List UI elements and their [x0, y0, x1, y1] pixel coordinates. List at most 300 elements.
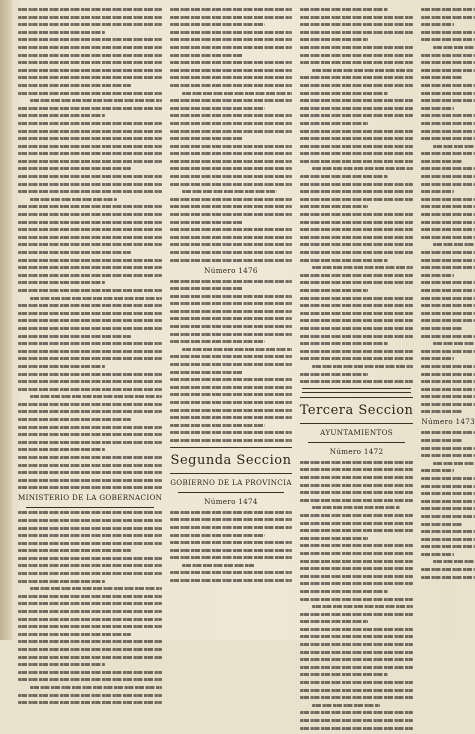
text-line	[300, 319, 414, 322]
text-line	[170, 145, 291, 148]
text-line	[170, 16, 291, 19]
text-line	[170, 302, 291, 305]
text-line	[18, 23, 162, 26]
text-line	[182, 348, 291, 351]
text-line	[421, 335, 475, 338]
text-line	[18, 327, 162, 330]
text-line	[170, 69, 291, 72]
text-line	[433, 342, 475, 345]
text-line	[170, 317, 291, 320]
text-line	[18, 122, 162, 125]
text-line	[421, 183, 475, 186]
text-line	[300, 198, 414, 201]
text-line	[300, 628, 414, 631]
text-line	[300, 719, 414, 722]
text-line	[421, 69, 475, 72]
text-line	[170, 333, 291, 336]
text-line	[170, 23, 265, 26]
text-line	[421, 530, 475, 533]
column-2	[170, 6, 291, 734]
text-line	[300, 221, 414, 224]
text-line	[18, 16, 162, 19]
text-line	[421, 61, 475, 64]
text-line	[18, 76, 162, 79]
text-line	[300, 476, 414, 479]
text-block	[421, 8, 475, 413]
text-line	[421, 137, 475, 140]
text-line	[18, 243, 162, 246]
text-line	[18, 418, 131, 421]
text-line	[421, 485, 475, 488]
text-line	[421, 251, 475, 254]
text-line	[300, 54, 414, 57]
text-line	[170, 409, 291, 412]
text-line	[421, 403, 475, 406]
text-line	[18, 167, 131, 170]
text-line	[18, 114, 105, 117]
text-line	[18, 572, 162, 575]
text-line	[18, 656, 162, 659]
article-number: Número 1473	[421, 417, 475, 427]
text-line	[300, 380, 414, 383]
text-line	[300, 61, 414, 64]
text-line	[18, 410, 162, 413]
text-line	[18, 479, 162, 482]
text-line	[300, 560, 414, 563]
text-line	[170, 378, 291, 381]
text-line	[421, 439, 463, 442]
text-line	[300, 213, 414, 216]
text-line	[300, 289, 368, 292]
divider	[178, 492, 283, 493]
text-line	[18, 534, 162, 537]
text-line	[300, 666, 414, 669]
text-line	[300, 76, 414, 79]
text-line	[421, 431, 475, 434]
text-line	[421, 92, 475, 95]
text-line	[18, 281, 105, 284]
text-line	[170, 556, 291, 559]
text-line	[18, 145, 162, 148]
text-line	[300, 190, 414, 193]
text-line	[300, 350, 414, 353]
text-line	[18, 335, 131, 338]
text-line	[300, 175, 389, 178]
text-line	[300, 8, 389, 11]
text-line	[421, 236, 475, 239]
text-line	[421, 395, 475, 398]
text-line	[18, 304, 162, 307]
text-line	[421, 31, 475, 34]
text-line	[18, 448, 105, 451]
text-line	[300, 312, 414, 315]
text-line	[300, 274, 414, 277]
text-line	[18, 107, 162, 110]
text-line	[300, 259, 389, 262]
text-line	[18, 183, 162, 186]
text-line	[300, 236, 414, 239]
text-line	[18, 190, 162, 193]
text-line	[170, 393, 291, 396]
text-line	[312, 69, 414, 72]
text-line	[421, 469, 453, 472]
text-line	[300, 552, 414, 555]
text-line	[300, 373, 368, 376]
text-line	[18, 580, 105, 583]
text-line	[421, 492, 475, 495]
text-line	[18, 625, 162, 628]
text-line	[18, 69, 162, 72]
text-block	[18, 8, 162, 489]
text-block	[421, 431, 475, 578]
text-line	[421, 568, 475, 571]
text-line	[433, 462, 475, 465]
text-line	[300, 281, 414, 284]
text-line	[170, 325, 291, 328]
text-line	[421, 114, 475, 117]
text-line	[182, 564, 255, 567]
text-line	[18, 213, 162, 216]
section-heading: MINISTERIO DE LA GOBERNACION	[18, 493, 163, 503]
text-line	[300, 152, 414, 155]
text-line	[421, 553, 453, 556]
text-line	[421, 304, 475, 307]
text-line	[300, 673, 389, 676]
text-line	[170, 205, 291, 208]
text-line	[18, 92, 162, 95]
text-line	[300, 16, 414, 19]
text-line	[421, 545, 475, 548]
text-line	[300, 620, 368, 623]
text-line	[300, 544, 414, 547]
text-line	[30, 99, 162, 102]
text-line	[421, 76, 463, 79]
text-line	[170, 243, 291, 246]
text-line	[300, 696, 414, 699]
text-line	[433, 560, 475, 563]
text-line	[421, 8, 475, 11]
text-line	[30, 395, 162, 398]
text-line	[421, 213, 475, 216]
text-line	[170, 363, 291, 366]
text-line	[170, 8, 291, 11]
text-line	[170, 431, 291, 434]
text-line	[300, 114, 414, 117]
text-line	[300, 46, 414, 49]
text-line	[182, 190, 277, 193]
text-line	[300, 130, 414, 133]
text-line	[170, 541, 291, 544]
text-line	[300, 183, 414, 186]
text-line	[300, 711, 414, 714]
text-line	[18, 175, 162, 178]
text-line	[300, 575, 414, 578]
text-line	[18, 456, 162, 459]
text-line	[170, 280, 291, 283]
text-line	[18, 373, 162, 376]
text-line	[300, 499, 414, 502]
text-line	[18, 511, 162, 514]
text-line	[170, 355, 291, 358]
text-line	[421, 515, 475, 518]
text-line	[18, 618, 162, 621]
text-line	[170, 386, 291, 389]
text-line	[421, 160, 463, 163]
text-line	[312, 266, 414, 269]
text-block	[170, 8, 291, 262]
text-line	[170, 46, 291, 49]
text-line	[18, 357, 162, 360]
text-line	[300, 537, 368, 540]
text-line	[18, 433, 162, 436]
text-line	[170, 416, 291, 419]
text-line	[18, 671, 162, 674]
text-block	[170, 511, 291, 582]
text-line	[18, 388, 162, 391]
text-line	[18, 648, 162, 651]
text-line	[421, 373, 475, 376]
text-line	[300, 468, 414, 471]
text-line	[18, 610, 162, 613]
text-line	[170, 295, 291, 298]
text-line	[421, 447, 475, 450]
text-line	[421, 190, 453, 193]
text-line	[300, 567, 414, 570]
text-line	[170, 518, 291, 521]
text-line	[300, 357, 414, 360]
text-line	[18, 8, 162, 11]
divider	[302, 388, 412, 393]
text-line	[170, 54, 243, 57]
text-line	[300, 137, 414, 140]
text-line	[421, 500, 475, 503]
text-line	[170, 439, 291, 442]
text-line	[300, 228, 414, 231]
column-1	[18, 6, 162, 734]
text-line	[300, 598, 414, 601]
text-line	[300, 689, 414, 692]
text-line	[421, 175, 475, 178]
text-line	[312, 365, 414, 368]
text-line	[18, 319, 162, 322]
text-line	[300, 681, 414, 684]
text-line	[18, 464, 162, 467]
text-line	[170, 61, 291, 64]
text-line	[18, 289, 162, 292]
text-line	[300, 635, 414, 638]
text-line	[421, 576, 475, 579]
text-line	[300, 461, 414, 464]
text-line	[421, 380, 475, 383]
text-line	[300, 99, 414, 102]
text-line	[182, 92, 291, 95]
text-line	[300, 342, 389, 345]
text-line	[170, 107, 265, 110]
text-line	[170, 236, 291, 239]
text-line	[18, 61, 162, 64]
text-line	[421, 327, 463, 330]
text-line	[18, 221, 162, 224]
text-line	[312, 167, 414, 170]
text-line	[18, 640, 162, 643]
text-line	[421, 289, 475, 292]
text-line	[300, 658, 414, 661]
text-line	[18, 471, 162, 474]
text-line	[312, 704, 380, 707]
text-line	[300, 84, 414, 87]
text-line	[170, 137, 243, 140]
text-block	[18, 511, 162, 704]
text-line	[421, 538, 475, 541]
text-line	[18, 38, 162, 41]
text-line	[170, 160, 291, 163]
text-line	[18, 312, 162, 315]
text-line	[300, 304, 414, 307]
text-line	[170, 424, 265, 427]
divider	[308, 442, 406, 443]
text-line	[30, 198, 117, 201]
text-line	[300, 522, 414, 525]
text-line	[300, 484, 414, 487]
text-line	[300, 205, 368, 208]
text-line	[18, 54, 162, 57]
text-line	[421, 297, 475, 300]
text-line	[170, 259, 291, 262]
text-line	[18, 663, 105, 666]
text-line	[170, 571, 291, 574]
text-line	[18, 564, 162, 567]
article-number: Número 1474	[204, 496, 258, 506]
section-heading: GOBIERNO DE LA PROVINCIA	[170, 477, 292, 487]
text-line	[18, 557, 162, 560]
text-line	[18, 519, 162, 522]
section-banner	[300, 397, 414, 424]
text-line	[300, 491, 414, 494]
text-line	[421, 454, 475, 457]
text-line	[170, 130, 291, 133]
text-line	[170, 534, 265, 537]
text-line	[170, 198, 291, 201]
article-number: Número 1476	[204, 265, 258, 275]
text-line	[421, 388, 475, 391]
text-line	[421, 84, 475, 87]
text-line	[421, 23, 453, 26]
text-line	[421, 130, 475, 133]
text-line	[170, 526, 291, 529]
text-line	[421, 99, 475, 102]
text-line	[421, 152, 475, 155]
text-line	[421, 16, 475, 19]
columns	[18, 6, 475, 632]
text-line	[170, 511, 291, 514]
text-line	[18, 274, 162, 277]
text-line	[312, 605, 414, 608]
divider	[26, 507, 154, 508]
text-line	[300, 297, 414, 300]
text-line	[300, 327, 414, 330]
text-line	[18, 542, 162, 545]
column-3	[300, 6, 414, 734]
text-line	[300, 529, 414, 532]
text-line	[421, 228, 475, 231]
text-line	[170, 99, 291, 102]
text-line	[18, 266, 162, 269]
text-line	[421, 312, 475, 315]
text-line	[170, 167, 291, 170]
text-line	[170, 340, 265, 343]
text-line	[421, 266, 475, 269]
text-line	[170, 251, 291, 254]
text-line	[300, 251, 414, 254]
text-line	[421, 221, 475, 224]
text-line	[18, 633, 131, 636]
section-title: Segunda Seccion	[170, 452, 292, 468]
text-line	[30, 686, 162, 689]
text-line	[18, 380, 162, 383]
text-line	[18, 84, 131, 87]
text-line	[18, 130, 162, 133]
text-line	[170, 228, 291, 231]
text-line	[421, 410, 463, 413]
text-line	[18, 678, 162, 681]
text-line	[300, 582, 414, 585]
text-line	[170, 152, 291, 155]
text-line	[300, 613, 414, 616]
text-line	[18, 549, 131, 552]
text-block	[170, 280, 291, 442]
text-line	[18, 403, 162, 406]
text-line	[300, 122, 368, 125]
text-line	[18, 694, 162, 697]
text-line	[170, 175, 291, 178]
text-line	[18, 342, 162, 345]
section-heading: AYUNTAMIENTOS	[320, 427, 393, 437]
text-line	[300, 651, 414, 654]
text-line	[18, 701, 162, 704]
text-line	[18, 441, 162, 444]
text-line	[421, 507, 475, 510]
text-line	[18, 426, 162, 429]
article-number: Número 1472	[329, 446, 384, 456]
text-line	[421, 350, 475, 353]
column-4	[421, 6, 475, 734]
text-block	[300, 461, 414, 730]
text-line	[18, 527, 162, 530]
text-line	[433, 46, 475, 49]
text-line	[300, 335, 414, 338]
text-line	[421, 281, 475, 284]
text-line	[170, 122, 291, 125]
section-title: Tercera Seccion	[299, 402, 414, 418]
text-block	[300, 8, 414, 383]
text-line	[18, 365, 105, 368]
text-line	[421, 477, 475, 480]
text-line	[300, 107, 414, 110]
text-line	[421, 259, 475, 262]
text-line	[18, 31, 105, 34]
text-line	[18, 205, 162, 208]
text-line	[421, 38, 475, 41]
text-line	[421, 365, 475, 368]
text-line	[300, 92, 389, 95]
text-line	[421, 198, 475, 201]
text-line	[300, 145, 414, 148]
text-line	[421, 54, 475, 57]
text-line	[170, 213, 291, 216]
text-line	[300, 643, 414, 646]
text-line	[170, 579, 291, 582]
text-line	[300, 23, 414, 26]
